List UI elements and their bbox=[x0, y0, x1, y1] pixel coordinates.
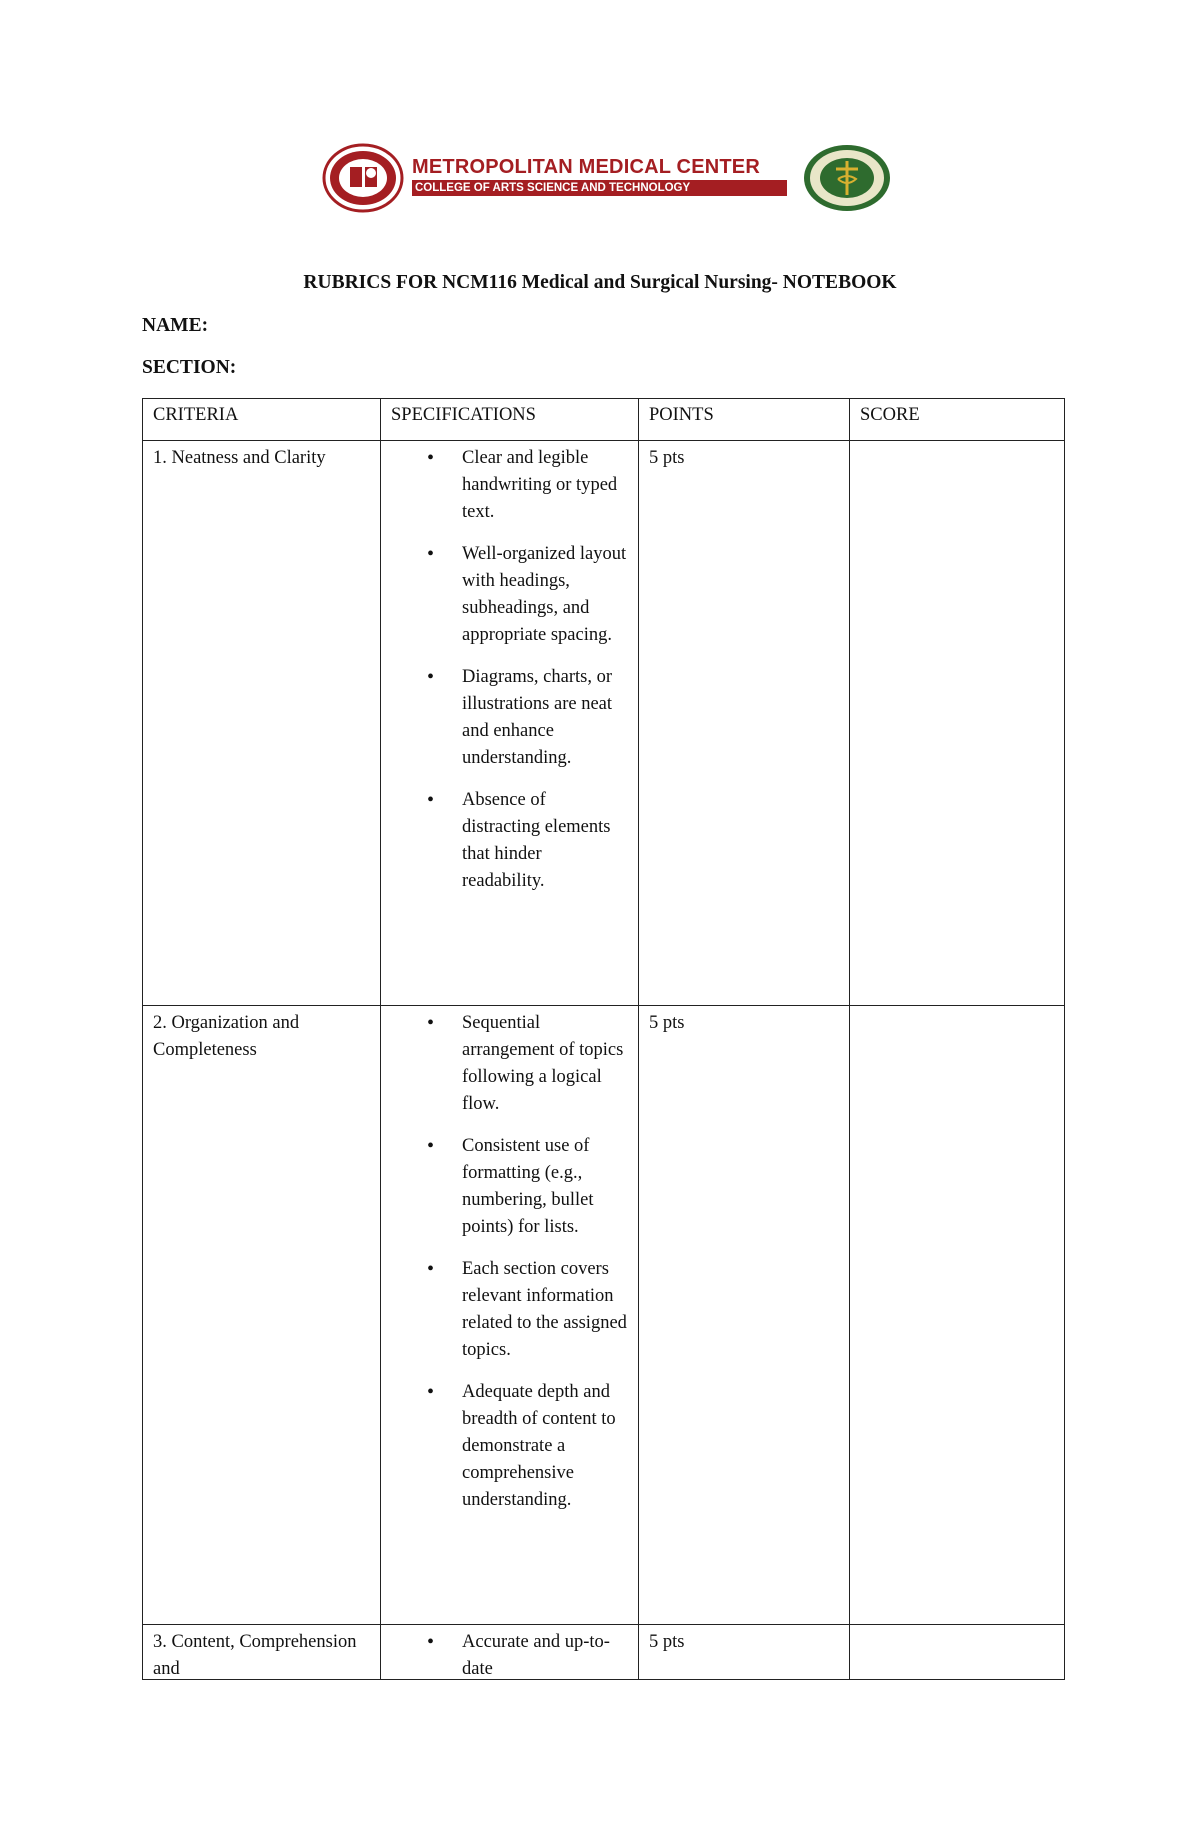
specs-cell bbox=[381, 1006, 639, 1625]
rubric-table bbox=[142, 398, 1065, 1680]
criteria-cell: 1. Neatness and Clarity bbox=[143, 441, 381, 1006]
spec-item: • Consistent use of formatting (e.g., numbering, bullet points) for lists. bbox=[391, 1133, 628, 1241]
table-row bbox=[143, 1006, 1065, 1625]
nursing-seal-logo bbox=[802, 143, 892, 213]
spec-item: • Sequential arrangement of topics following a logical flow. bbox=[391, 1010, 628, 1118]
table-row bbox=[143, 1625, 1065, 1680]
spec-item: • Well-organized layout with headings, subheadings, and appropriate spacing. bbox=[391, 541, 628, 649]
institution-subtitle: COLLEGE OF ARTS SCIENCE AND TECHNOLOGY bbox=[412, 180, 787, 196]
specs-list bbox=[391, 1010, 628, 1514]
header-logos bbox=[322, 143, 892, 213]
criteria-cell: 2. Organization and Completeness bbox=[143, 1006, 381, 1625]
spec-item: • Diagrams, charts, or illustrations are neat and enhance understanding. bbox=[391, 664, 628, 772]
institution-name: METROPOLITAN MEDICAL CENTER bbox=[412, 156, 760, 178]
points-cell: 5 pts bbox=[639, 1006, 850, 1625]
specs-cell bbox=[381, 441, 639, 1006]
points-cell: 5 pts bbox=[639, 441, 850, 1006]
table-row bbox=[143, 441, 1065, 1006]
spec-item: • Clear and legible handwriting or typed text. bbox=[391, 445, 628, 526]
spec-item: • Each section covers relevant information related to the assigned topics. bbox=[391, 1256, 628, 1364]
score-cell[interactable] bbox=[850, 441, 1065, 1006]
college-seal-logo bbox=[322, 143, 404, 213]
section-label: SECTION: bbox=[142, 357, 237, 378]
spec-item: • Absence of distracting elements that hinder readability. bbox=[391, 787, 628, 895]
specs-list bbox=[391, 445, 628, 895]
document-title: RUBRICS FOR NCM116 Medical and Surgical Nursing- NOTEBOOK bbox=[303, 272, 897, 293]
criteria-cell bbox=[143, 1625, 381, 1680]
header-score: SCORE bbox=[850, 399, 1065, 441]
specs-cell bbox=[381, 1625, 639, 1680]
spec-item: • Accurate and up-to-date bbox=[391, 1629, 628, 1679]
header-points: POINTS bbox=[639, 399, 850, 441]
points-cell: 5 pts bbox=[639, 1625, 850, 1680]
specs-list bbox=[391, 1629, 628, 1679]
name-label: NAME: bbox=[142, 315, 209, 336]
header-criteria: CRITERIA bbox=[143, 399, 381, 441]
institution-banner bbox=[412, 156, 792, 198]
score-cell[interactable] bbox=[850, 1625, 1065, 1680]
criteria-text: 3. Content, Comprehension and bbox=[153, 1632, 357, 1679]
spec-item: • Adequate depth and breadth of content to demonstrate a comprehensive understanding. bbox=[391, 1379, 628, 1514]
specs-clip bbox=[391, 1629, 628, 1679]
score-cell[interactable] bbox=[850, 1006, 1065, 1625]
header-specifications: SPECIFICATIONS bbox=[381, 399, 639, 441]
table-header-row bbox=[143, 399, 1065, 441]
